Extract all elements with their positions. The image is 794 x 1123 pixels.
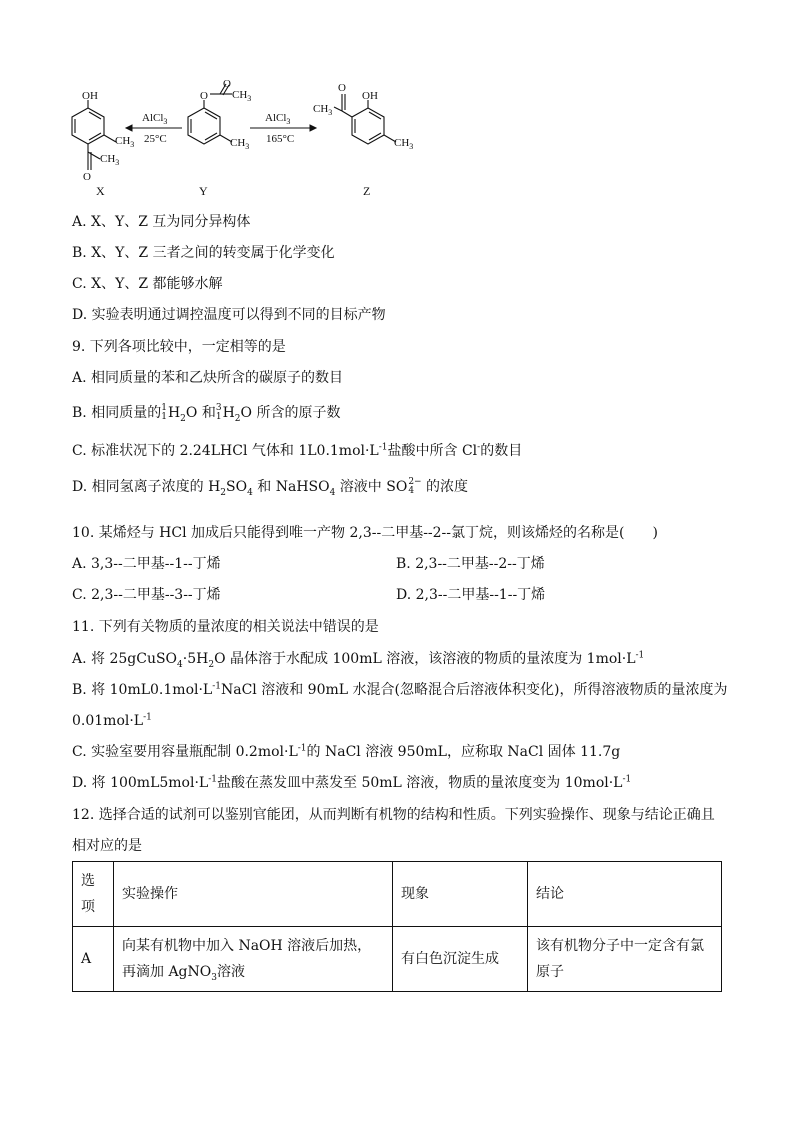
right-reagent: AlCl$_3$ — [265, 112, 291, 126]
row-a-option: A — [73, 927, 114, 992]
right-arrow — [250, 125, 316, 131]
q11-c-rest: 的 NaCl 溶液 950mL，应称取 NaCl 固体 11.7g — [306, 744, 621, 760]
z-ch3co-label: $CH_3$ — [313, 103, 333, 117]
q9-option-a: A. 相同质量的苯和乙炔所含的碳原子的数目 — [72, 370, 344, 386]
row-a-phenomenon: 有白色沉淀生成 — [393, 927, 528, 992]
x-ch3-label: $CH_3$ — [115, 135, 135, 149]
q11-b-sup: -1 — [212, 681, 221, 692]
q11-b-cont: 0.01mol·L — [72, 713, 144, 729]
y-ch3b-label: $CH_3$ — [230, 137, 250, 151]
q9-stem: 9. 下列各项比较中，一定相等的是 — [72, 339, 286, 355]
q11-stem: 11. 下列有关物质的量浓度的相关说法中错误的是 — [72, 619, 379, 635]
q11-d-sup: -1 — [208, 774, 217, 785]
q11-a-sub2: 2 — [208, 659, 215, 670]
right-temp: 165°C — [266, 133, 295, 145]
q9-d-so4-sub: 4 — [247, 487, 253, 498]
q9-option-b — [72, 404, 340, 422]
left-arrow — [126, 125, 182, 131]
q9-option-d — [72, 478, 468, 496]
q11-a-rest: O 晶体溶于水配成 100mL 溶液，该溶液的物质的量浓度为 1mol·L — [214, 651, 636, 667]
q11-option-c — [72, 743, 620, 761]
q9-b-h3-number: 1 — [215, 412, 222, 422]
q11-a-pre: A. 将 25gCuSO — [72, 651, 178, 667]
q9-b-h3-rest: O 所含的原子数 — [240, 405, 341, 421]
q9-b-h1: H — [167, 405, 181, 421]
q10-option-c: C. 2,3--二甲基--3--丁烯 — [72, 587, 221, 603]
q9-c-rest: 盐酸中所含 Cl — [387, 443, 478, 459]
q9-d-mid2: 溶液中 SO — [335, 479, 408, 495]
q11-option-b-cont — [72, 712, 152, 730]
q11-b-pre: B. 将 10mL0.1mol·L — [72, 682, 213, 698]
reaction-scheme — [60, 80, 440, 210]
q10-option-a: A. 3,3--二甲基--1--丁烯 — [72, 556, 221, 572]
q9-b-h3-mass: 3 — [215, 403, 222, 413]
table-row — [73, 927, 722, 992]
q9-d-so4: SO — [226, 479, 248, 495]
q10-stem: 10. 某烯烃与 HCl 加成后只能得到唯一产物 2,3--二甲基--2--氯丁烷，则该烯烃的名称是( ) — [72, 525, 658, 541]
left-temp: 25°C — [144, 133, 167, 145]
q9-d-end: 的浓度 — [421, 479, 469, 495]
q9-d-mid: 和 NaHSO — [252, 479, 330, 495]
q9-c-end: 的数目 — [480, 443, 523, 459]
q10-option-b: B. 2,3--二甲基--2--丁烯 — [396, 556, 545, 572]
header-option: 选项 — [73, 862, 114, 927]
y-o-label: O — [200, 90, 208, 102]
q11-b-rest: NaCl 溶液和 90mL 水混合(忽略混合后溶液体积变化)，所得溶液物质的量浓度为 — [221, 682, 728, 698]
q8-option-d: D. 实验表明通过调控温度可以得到不同的目标产物 — [72, 307, 386, 323]
y-label: Y — [199, 184, 208, 198]
q9-option-c — [72, 442, 522, 460]
q9-c-cl-sup: - — [477, 442, 481, 453]
q9-c-pre: C. 标准状况下的 2.24LHCl 气体和 1L0.1mol·L — [72, 443, 379, 459]
z-oh-label: OH — [362, 90, 378, 102]
header-conclusion: 结论 — [528, 862, 722, 927]
x-label: X — [96, 184, 105, 198]
q9-b-h3-two: 2 — [234, 413, 241, 424]
x-oh-label: OH — [82, 90, 98, 102]
row-a-op-pre: 向某有机物中加入 NaOH 溶液后加热，再滴加 AgNO — [122, 938, 372, 980]
q11-d-pre: D. 将 100mL5mol·L — [72, 775, 209, 791]
q9-b-h1-rest: O 和 — [185, 405, 216, 421]
q9-b-h1-mass: 1 — [161, 403, 167, 413]
q9-d-h2-sub: 2 — [220, 487, 227, 498]
q11-c-sup: -1 — [297, 743, 307, 754]
header-operation: 实验操作 — [114, 862, 393, 927]
q9-d-ion-sup: 2− — [408, 477, 422, 487]
x-o-label: O — [83, 171, 91, 183]
z-o-label: O — [338, 82, 346, 94]
q12-table — [72, 861, 722, 992]
q8-option-b: B. X、Y、Z 三者之间的转变属于化学变化 — [72, 245, 335, 261]
q9-b-h3: H — [222, 405, 235, 421]
molecule-y — [188, 84, 232, 144]
q9-b-h1-number: 1 — [161, 412, 167, 422]
row-a-op-sub: 3 — [211, 972, 217, 983]
q11-option-d — [72, 774, 631, 792]
q11-b-cont-sup: -1 — [143, 712, 152, 723]
q11-d-sup2: -1 — [622, 774, 632, 785]
q11-a-sup: -1 — [635, 650, 645, 661]
row-a-conclusion: 该有机物分子中一定含有氯原子 — [528, 927, 722, 992]
y-ch3a-label: $CH_3$ — [232, 89, 252, 103]
q12-stem-line1: 12. 选择合适的试剂可以鉴别官能团，从而判断有机物的结构和性质。下列实验操作、现象与结论正确且 — [72, 807, 715, 823]
z-ch3-label: $CH_3$ — [394, 137, 414, 151]
left-reagent: AlCl$_3$ — [142, 112, 168, 126]
y-o2-label: O — [223, 80, 231, 90]
q9-d-pre: D. 相同氢离子浓度的 H — [72, 479, 221, 495]
q9-d-ion-sub: 4 — [408, 486, 415, 496]
q11-option-b — [72, 681, 727, 699]
table-header-row — [73, 862, 722, 927]
row-a-operation — [114, 927, 393, 992]
q9-b-h1-two: 2 — [180, 413, 186, 424]
z-label: Z — [363, 184, 371, 198]
header-phenomenon: 现象 — [393, 862, 528, 927]
q11-d-rest: 盐酸在蒸发皿中蒸发至 50mL 溶液，物质的量浓度变为 10mol·L — [217, 775, 623, 791]
q9-b-pre: B. 相同质量的 — [72, 405, 162, 421]
q11-c-pre: C. 实验室要用容量瓶配制 0.2mol·L — [72, 744, 298, 760]
q9-c-sup: -1 — [378, 442, 388, 453]
q12-stem-line2: 相对应的是 — [72, 838, 142, 854]
q8-option-a: A. X、Y、Z 互为同分异构体 — [72, 214, 251, 230]
q11-a-sub: 4 — [177, 659, 183, 670]
q9-d-nahso4-sub: 4 — [329, 487, 336, 498]
x-ch3b-label: $CH_3$ — [100, 153, 120, 167]
q10-option-d: D. 2,3--二甲基--1--丁烯 — [396, 587, 546, 603]
q11-a-mid: ·5H — [182, 651, 209, 667]
q8-option-c: C. X、Y、Z 都能够水解 — [72, 276, 223, 292]
q11-option-a — [72, 650, 644, 668]
row-a-op-end: 溶液 — [216, 964, 245, 980]
